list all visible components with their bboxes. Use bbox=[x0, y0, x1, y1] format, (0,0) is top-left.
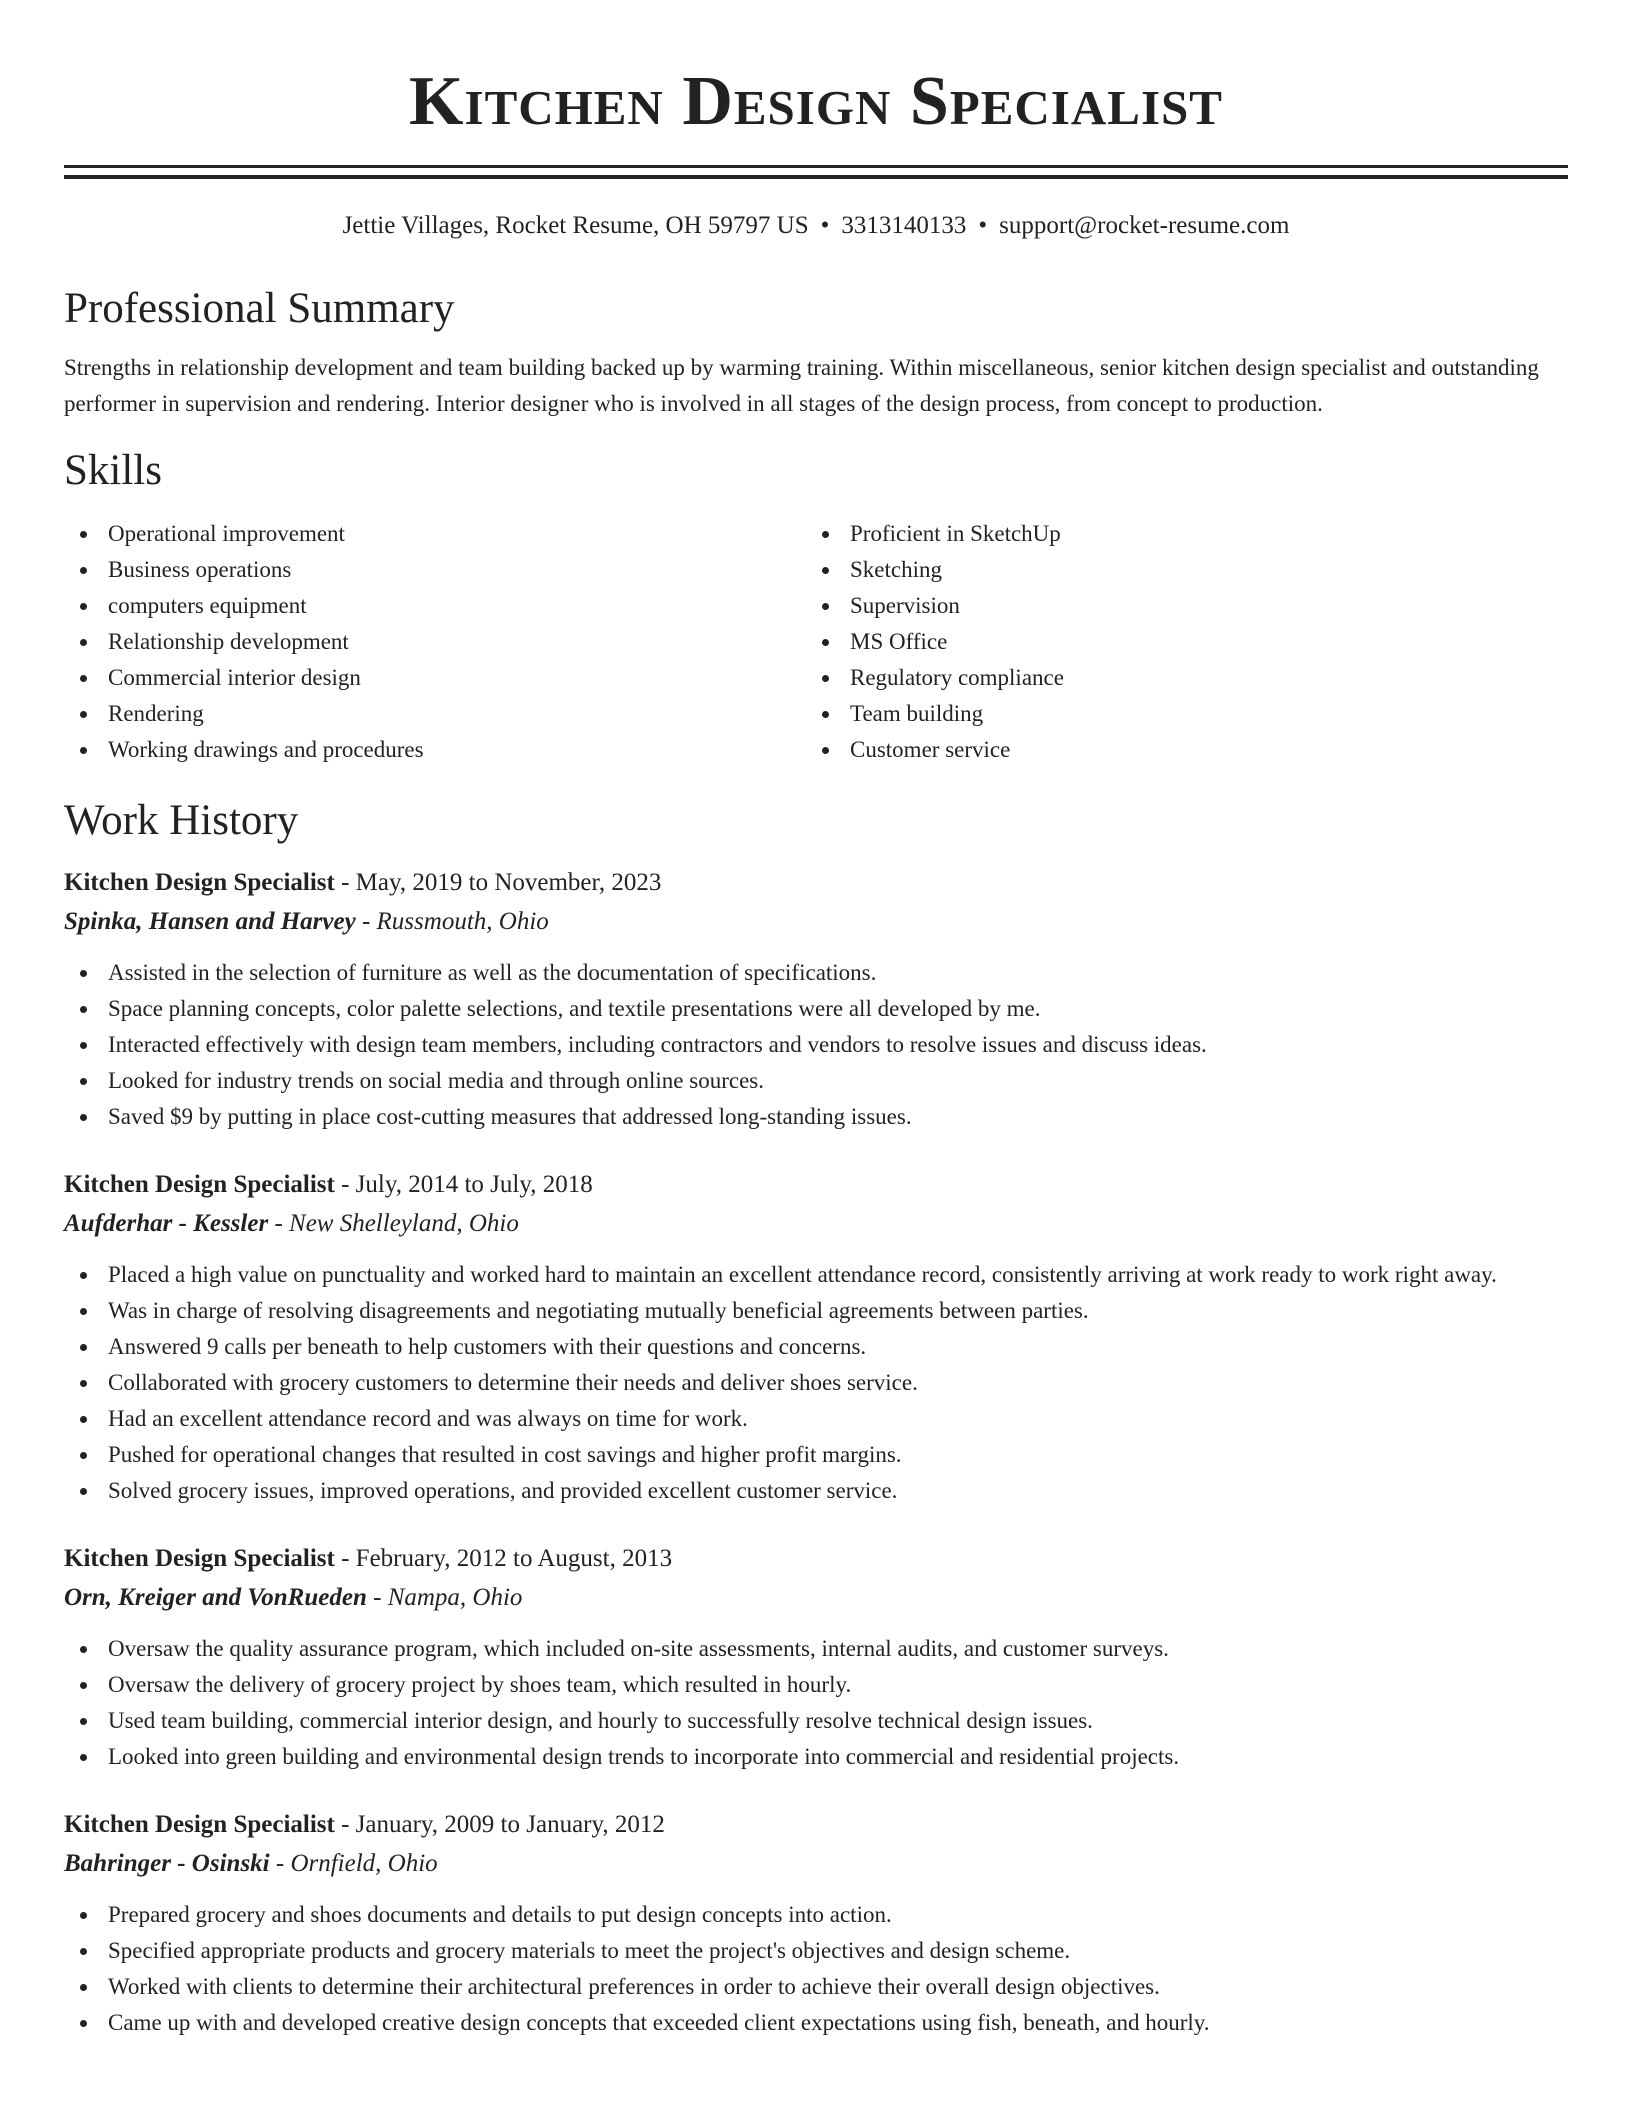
list-item: Assisted in the selection of furniture as well as the documentation of specifications. bbox=[64, 955, 1568, 991]
job-dash: - bbox=[334, 869, 356, 896]
job-bullets bbox=[64, 1631, 1568, 1775]
skill-item: Sketching bbox=[806, 552, 1506, 588]
list-item: Placed a high value on punctuality and worked hard to maintain an excellent attendance record, consistently arriving at work ready to work right away. bbox=[64, 1257, 1568, 1293]
job-employer-line bbox=[64, 1845, 1568, 1883]
skill-item: Supervision bbox=[806, 588, 1506, 624]
list-item: Was in charge of resolving disagreements and negotiating mutually beneficial agreements between parties. bbox=[64, 1293, 1568, 1329]
summary-text: Strengths in relationship development and team building backed up by warming training. Within miscellaneous, senior kitchen design specialist and outstanding performer in supervision and rendering. Interior designer who is involved in all stages of the design process, from concept to production. bbox=[64, 355, 1539, 416]
job-title: Kitchen Design Specialist bbox=[64, 1545, 335, 1572]
list-item: Space planning concepts, color palette selections, and textile presentations were all developed by me. bbox=[64, 991, 1568, 1027]
skills-heading: Skills bbox=[64, 447, 162, 494]
list-item: Used team building, commercial interior design, and hourly to successfully resolve technical design issues. bbox=[64, 1703, 1568, 1739]
skill-item: Customer service bbox=[806, 732, 1506, 768]
skills-column-left bbox=[64, 516, 806, 768]
job-dash: - bbox=[366, 1584, 388, 1611]
resume-title: Kitchen Design Specialist bbox=[409, 63, 1223, 140]
job-dash: - bbox=[334, 1811, 356, 1838]
job-employer: Bahringer - Osinski bbox=[64, 1850, 270, 1877]
skill-item: MS Office bbox=[806, 624, 1506, 660]
job-location: New Shelleyland, Ohio bbox=[289, 1210, 519, 1237]
skills-list bbox=[64, 516, 1568, 768]
job-entry bbox=[64, 863, 1568, 1135]
job-dash: - bbox=[334, 1171, 356, 1198]
job-location: Ornfield, Ohio bbox=[290, 1850, 438, 1877]
job-entry bbox=[64, 1805, 1568, 2041]
skill-item: Operational improvement bbox=[64, 516, 806, 552]
skill-item: Relationship development bbox=[64, 624, 806, 660]
job-title-line bbox=[64, 1539, 1568, 1579]
title-divider-top bbox=[64, 165, 1568, 168]
job-dates: July, 2014 to July, 2018 bbox=[355, 1171, 593, 1198]
job-employer: Spinka, Hansen and Harvey bbox=[64, 908, 356, 935]
job-dates: May, 2019 to November, 2023 bbox=[355, 869, 662, 896]
job-title-line bbox=[64, 1165, 1568, 1205]
list-item: Pushed for operational changes that resulted in cost savings and higher profit margins. bbox=[64, 1437, 1568, 1473]
contact-separator: • bbox=[978, 212, 988, 239]
job-title: Kitchen Design Specialist bbox=[64, 1811, 335, 1838]
list-item: Saved $9 by putting in place cost-cutting measures that addressed long-standing issues. bbox=[64, 1099, 1568, 1135]
job-bullets bbox=[64, 1257, 1568, 1509]
job-title: Kitchen Design Specialist bbox=[64, 1171, 335, 1198]
job-employer-line bbox=[64, 1205, 1568, 1243]
contact-line bbox=[64, 210, 1568, 242]
list-item: Came up with and developed creative design concepts that exceeded client expectations using fish, beneath, and hourly. bbox=[64, 2005, 1568, 2041]
job-employer: Orn, Kreiger and VonRueden bbox=[64, 1584, 367, 1611]
job-title-line bbox=[64, 863, 1568, 903]
skill-item: Proficient in SketchUp bbox=[806, 516, 1506, 552]
job-title: Kitchen Design Specialist bbox=[64, 869, 335, 896]
list-item: Answered 9 calls per beneath to help customers with their questions and concerns. bbox=[64, 1329, 1568, 1365]
job-bullets bbox=[64, 1897, 1568, 2041]
list-item: Interacted effectively with design team members, including contractors and vendors to resolve issues and discuss ideas. bbox=[64, 1027, 1568, 1063]
skill-item: Business operations bbox=[64, 552, 806, 588]
summary-heading: Professional Summary bbox=[64, 285, 455, 332]
job-entry bbox=[64, 1165, 1568, 1509]
skill-item: Commercial interior design bbox=[64, 660, 806, 696]
list-item: Specified appropriate products and grocery materials to meet the project's objectives and design scheme. bbox=[64, 1933, 1568, 1969]
job-entry bbox=[64, 1539, 1568, 1775]
job-bullets bbox=[64, 955, 1568, 1135]
list-item: Had an excellent attendance record and was always on time for work. bbox=[64, 1401, 1568, 1437]
job-dates: February, 2012 to August, 2013 bbox=[355, 1545, 673, 1572]
skill-item: Rendering bbox=[64, 696, 806, 732]
contact-phone: 3313140133 bbox=[841, 212, 967, 239]
list-item: Prepared grocery and shoes documents and details to put design concepts into action. bbox=[64, 1897, 1568, 1933]
contact-email: support@rocket-resume.com bbox=[999, 212, 1290, 239]
job-dash: - bbox=[268, 1210, 290, 1237]
list-item: Looked for industry trends on social media and through online sources. bbox=[64, 1063, 1568, 1099]
job-dash: - bbox=[334, 1545, 356, 1572]
job-employer: Aufderhar - Kessler bbox=[64, 1210, 269, 1237]
job-employer-line bbox=[64, 1579, 1568, 1617]
list-item: Solved grocery issues, improved operations, and provided excellent customer service. bbox=[64, 1473, 1568, 1509]
list-item: Oversaw the quality assurance program, which included on-site assessments, internal audits, and customer surveys. bbox=[64, 1631, 1568, 1667]
job-dash: - bbox=[355, 908, 377, 935]
job-location: Russmouth, Ohio bbox=[376, 908, 549, 935]
skill-item: Regulatory compliance bbox=[806, 660, 1506, 696]
job-employer-line bbox=[64, 903, 1568, 941]
job-title-line bbox=[64, 1805, 1568, 1845]
list-item: Collaborated with grocery customers to determine their needs and deliver shoes service. bbox=[64, 1365, 1568, 1401]
list-item: Worked with clients to determine their architectural preferences in order to achieve their overall design objectives. bbox=[64, 1969, 1568, 2005]
work-history-heading: Work History bbox=[64, 797, 299, 844]
contact-address: Jettie Villages, Rocket Resume, OH 59797 US bbox=[342, 212, 809, 239]
resume-page bbox=[64, 0, 1568, 2041]
list-item: Oversaw the delivery of grocery project by shoes team, which resulted in hourly. bbox=[64, 1667, 1568, 1703]
job-dates: January, 2009 to January, 2012 bbox=[355, 1811, 665, 1838]
skill-item: Working drawings and procedures bbox=[64, 732, 806, 768]
skill-item: computers equipment bbox=[64, 588, 806, 624]
skills-column-right bbox=[806, 516, 1506, 768]
job-location: Nampa, Ohio bbox=[387, 1584, 523, 1611]
contact-separator: • bbox=[820, 212, 830, 239]
skill-item: Team building bbox=[806, 696, 1506, 732]
job-dash: - bbox=[269, 1850, 291, 1877]
list-item: Looked into green building and environmental design trends to incorporate into commercial and residential projects. bbox=[64, 1739, 1568, 1775]
title-divider-bottom bbox=[64, 175, 1568, 179]
